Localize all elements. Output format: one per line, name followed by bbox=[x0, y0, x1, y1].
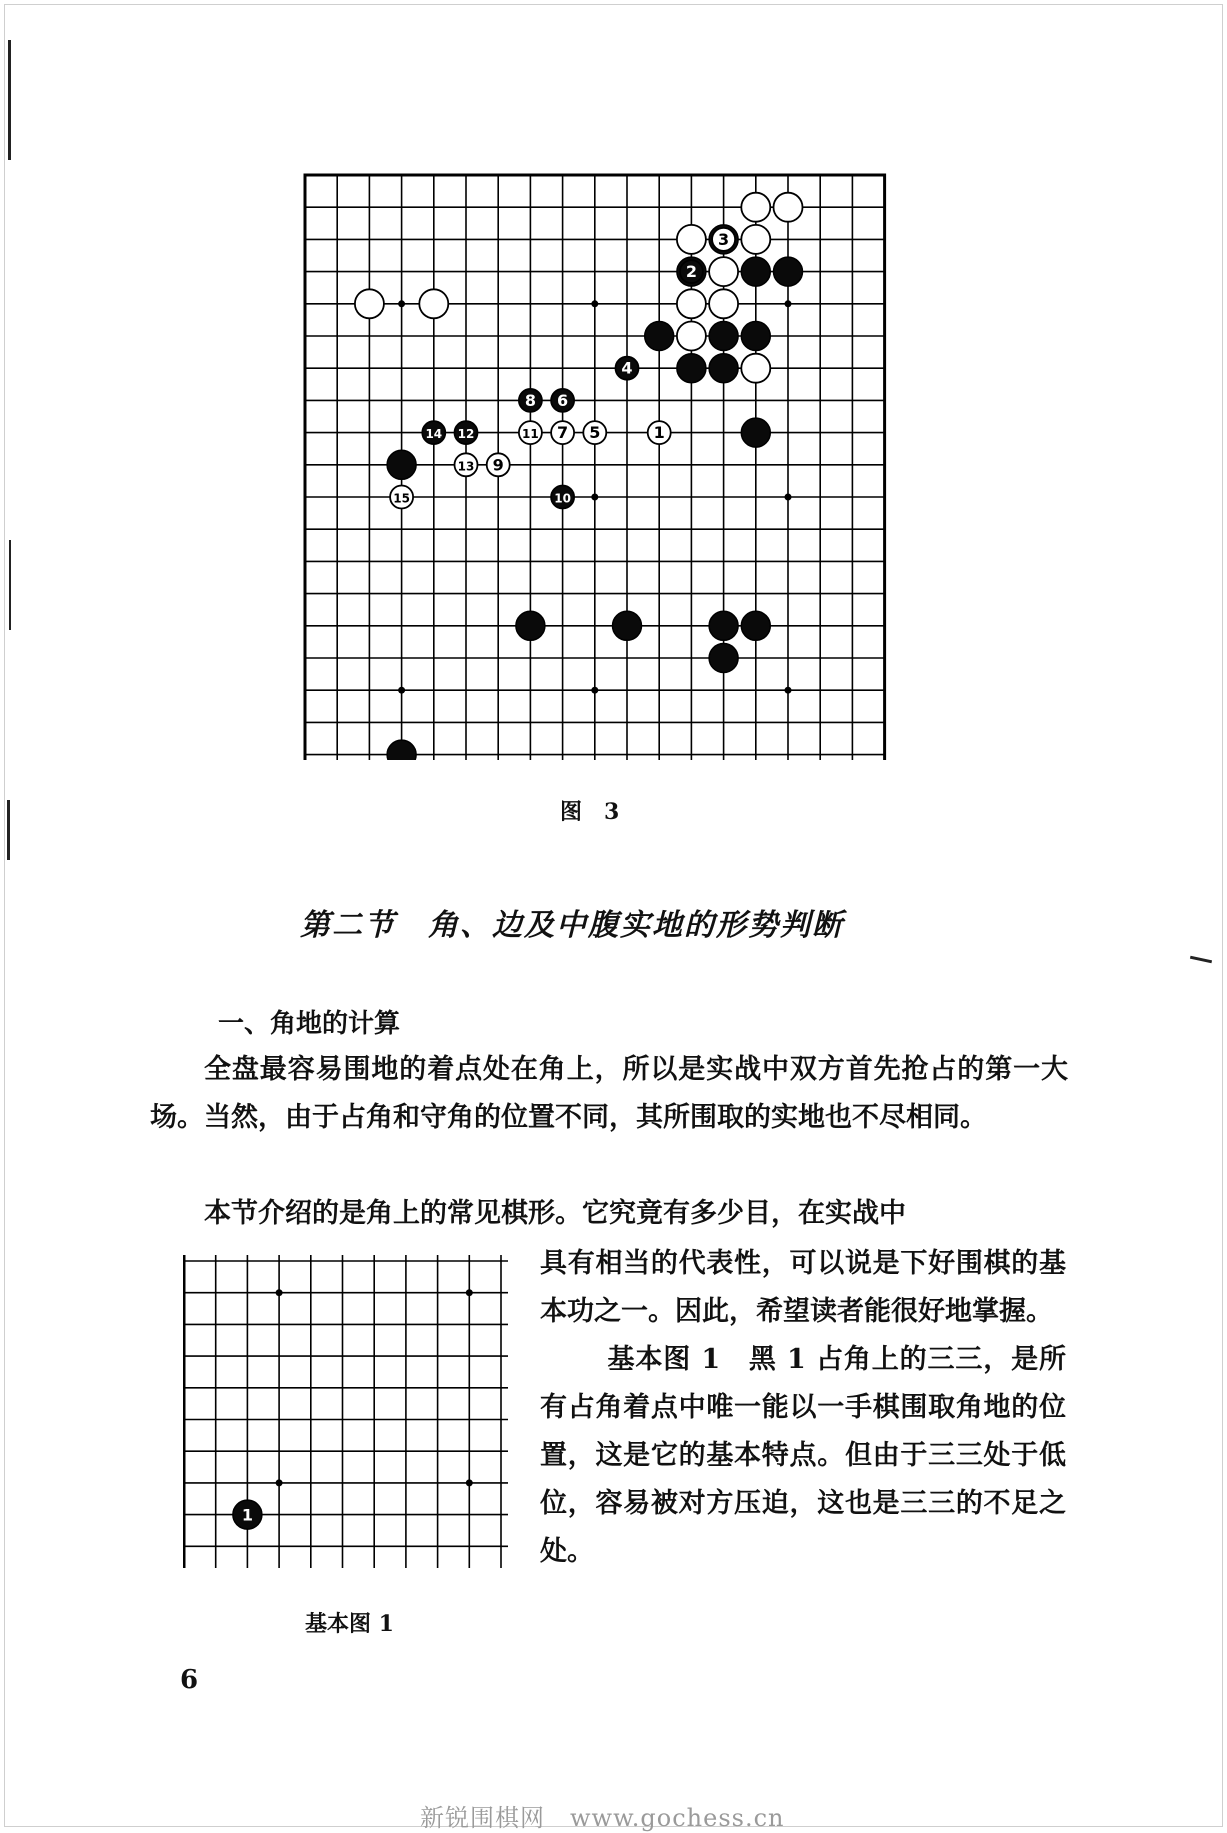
star-point bbox=[785, 494, 792, 501]
star-point bbox=[276, 1479, 283, 1486]
black-stone bbox=[741, 322, 770, 351]
star-point bbox=[466, 1289, 473, 1296]
star-point bbox=[591, 494, 598, 501]
white-stone bbox=[774, 193, 803, 222]
star-point bbox=[276, 1289, 283, 1296]
white-stone bbox=[741, 225, 770, 254]
paragraph-2-top-block bbox=[150, 1190, 1068, 1238]
black-stone bbox=[709, 322, 738, 351]
go-board-figure-3 bbox=[300, 170, 892, 760]
stone-number-label: 3 bbox=[718, 229, 730, 249]
star-point bbox=[466, 1479, 473, 1486]
paragraph-2-side: 具有相当的代表性，可以说是下好围棋的基本功之一。因此，希望读者能很好地掌握。 bbox=[540, 1248, 1066, 1327]
section-heading: 第二节 角、边及中腹实地的形势判断 bbox=[300, 908, 844, 943]
star-point bbox=[591, 300, 598, 307]
paragraph-3 bbox=[540, 1336, 1066, 1576]
stone-number-label: 2 bbox=[685, 262, 697, 282]
black-stone bbox=[741, 611, 770, 640]
star-point bbox=[398, 300, 405, 307]
black-stone bbox=[741, 257, 770, 286]
scan-mark-left-top bbox=[8, 40, 11, 160]
black-stone bbox=[709, 611, 738, 640]
white-stone bbox=[709, 289, 738, 318]
white-stone bbox=[677, 322, 706, 351]
side-text-block bbox=[540, 1240, 1066, 1576]
black-stone bbox=[774, 257, 803, 286]
white-stone bbox=[355, 289, 384, 318]
stone-number-label: 14 bbox=[425, 427, 443, 442]
stone-number-label: 6 bbox=[557, 390, 569, 410]
star-point bbox=[591, 687, 598, 694]
star-point bbox=[398, 687, 405, 694]
stone-number-label: 13 bbox=[457, 459, 475, 474]
stone-number-label: 10 bbox=[554, 491, 571, 506]
scan-mark-left-mid bbox=[9, 540, 11, 630]
stone-number-label: 11 bbox=[522, 427, 539, 442]
black-stone bbox=[677, 354, 706, 383]
black-stone bbox=[516, 611, 545, 640]
stone-number-label: 8 bbox=[524, 390, 536, 410]
stone-number-label: 1 bbox=[241, 1505, 253, 1525]
paragraph-3-text: 黑 1 占角上的三三，是所有占角着点中唯一能以一手棋围取角地的位置，这是它的基本特点。但由于三三处于低位，容易被对方压迫，这也是三三的不足之处。 bbox=[540, 1344, 1066, 1567]
star-point bbox=[785, 300, 792, 307]
white-stone bbox=[741, 354, 770, 383]
footer-watermark: 新锐围棋网 www.gochess.cn bbox=[420, 1804, 785, 1832]
paragraph-1-block bbox=[150, 1046, 1068, 1142]
stone-number-label: 1 bbox=[653, 423, 665, 443]
white-stone bbox=[709, 257, 738, 286]
stone-number-label: 12 bbox=[457, 427, 475, 442]
figure-3-caption: 图 3 bbox=[560, 799, 620, 825]
scan-mark-left-low bbox=[7, 800, 10, 860]
paragraph-1: 全盘最容易围地的着点处在角上，所以是实战中双方首先抢占的第一大场。当然，由于占角和守角的位置不同，其所围取的实地也不尽相同。 bbox=[150, 1054, 1068, 1133]
white-stone bbox=[677, 289, 706, 318]
black-stone bbox=[613, 611, 642, 640]
stone-number-label: 4 bbox=[621, 358, 633, 378]
black-stone bbox=[387, 740, 416, 760]
black-stone bbox=[387, 450, 416, 479]
black-stone bbox=[645, 322, 674, 351]
go-board-basic-figure-1 bbox=[183, 1255, 520, 1568]
white-stone bbox=[419, 289, 448, 318]
black-stone bbox=[709, 354, 738, 383]
white-stone bbox=[741, 193, 770, 222]
white-stone bbox=[677, 225, 706, 254]
basic-figure-1-label: 基本图 1 bbox=[607, 1344, 721, 1375]
stone-number-label: 9 bbox=[492, 455, 504, 475]
stone-number-label: 7 bbox=[557, 423, 569, 443]
basic-figure-1-caption: 基本图 1 bbox=[305, 1611, 394, 1637]
page-number: 6 bbox=[180, 1665, 199, 1695]
stone-number-label: 5 bbox=[589, 423, 601, 443]
stone-number-label: 15 bbox=[393, 491, 410, 506]
paragraph-2-top: 本节介绍的是角上的常见棋形。它究竟有多少目，在实战中 bbox=[204, 1198, 906, 1229]
star-point bbox=[785, 687, 792, 694]
subheading-corner-territory: 一、角地的计算 bbox=[218, 1009, 401, 1039]
black-stone bbox=[741, 418, 770, 447]
black-stone bbox=[709, 644, 738, 673]
